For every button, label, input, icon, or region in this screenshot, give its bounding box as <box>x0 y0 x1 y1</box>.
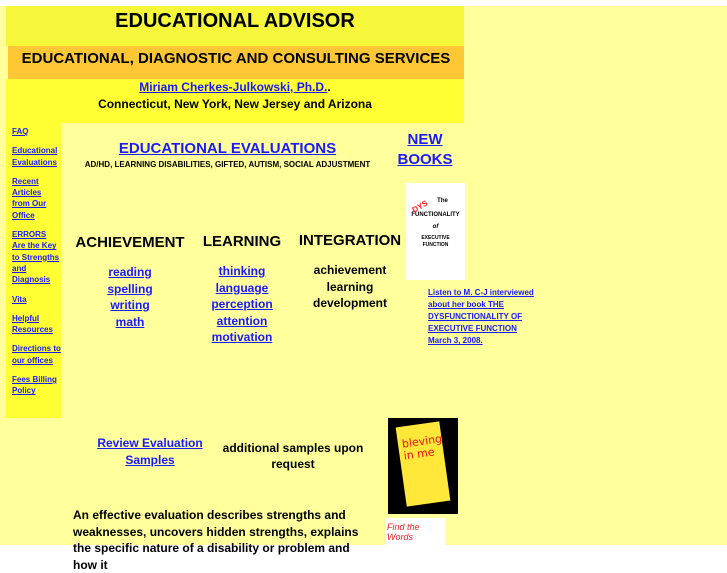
author-suffix: . <box>327 80 331 94</box>
link-math[interactable]: math <box>115 314 145 329</box>
listen-interview-link[interactable]: Listen to M. C-J interviewed about her book THE DYSFUNCTIONALITY OF EXECUTIVE FUNCTION March 3, 2008. <box>428 288 534 345</box>
link-perception[interactable]: perception <box>211 297 273 311</box>
sidebar-item-errors[interactable]: ERRORS Are the Key to Strengths and Diagnosis <box>12 230 60 285</box>
book-cover-find-the-words[interactable]: Find the Words <box>385 518 445 545</box>
section-title-link[interactable]: EDUCATIONAL EVALUATIONS <box>118 140 337 157</box>
review-samples-link[interactable]: Review Evaluation Samples <box>97 436 203 467</box>
author-link[interactable]: Miriam Cherkes-Julkowski, Ph.D. <box>139 80 328 94</box>
cover2-title: bleving in me <box>396 421 451 506</box>
link-motivation[interactable]: motivation <box>211 330 273 344</box>
item-development: development <box>312 296 387 310</box>
learning-links <box>192 263 292 346</box>
locations: Connecticut, New York, New Jersey and Arizona <box>98 97 372 111</box>
header-info <box>6 79 464 123</box>
cover-the: The <box>437 198 448 204</box>
sidebar-item-directions[interactable]: Directions to our offices <box>12 344 61 365</box>
book-cover-believing-in-me[interactable] <box>388 418 458 514</box>
achievement-links <box>70 264 190 330</box>
item-achievement: achievement <box>313 263 387 277</box>
cover-sub: EXECUTIVE FUNCTION <box>421 235 450 248</box>
integration-items <box>295 262 405 312</box>
sidebar-item-educational-evaluations[interactable]: Educational Evaluations <box>12 146 58 167</box>
site-subtitle: EDUCATIONAL, DIAGNOSTIC AND CONSULTING SERVICES <box>8 46 464 79</box>
link-language[interactable]: language <box>215 280 269 295</box>
link-spelling[interactable]: spelling <box>107 281 153 296</box>
cover-dys: DYS <box>410 198 430 215</box>
heading-achievement: ACHIEVEMENT <box>75 234 185 251</box>
cover-of: of <box>432 224 439 230</box>
heading-integration: INTEGRATION <box>298 232 402 249</box>
item-learning: learning <box>326 279 374 294</box>
sidebar-item-helpful-resources[interactable]: Helpful Resources <box>12 313 53 335</box>
sidebar-item-fees[interactable]: Fees Billing Policy <box>12 375 57 396</box>
heading-learning: LEARNING <box>202 233 282 250</box>
sidebar-item-vita[interactable]: Vita <box>12 294 27 304</box>
additional-samples-text: additional samples upon request <box>222 441 364 471</box>
cover-title: FUNCTIONALITY <box>411 212 460 218</box>
link-thinking[interactable]: thinking <box>218 264 266 278</box>
site-title: EDUCATIONAL ADVISOR <box>6 6 464 46</box>
evaluation-paragraph: An effective evaluation describes strengths and weaknesses, uncovers hidden strengths, explains the specific nature of a disability or problem and how it <box>73 508 359 572</box>
sidebar-item-faq[interactable]: FAQ <box>12 127 29 136</box>
new-books-link[interactable]: NEW BOOKS <box>397 131 453 168</box>
sidebar-item-recent-articles[interactable]: Recent Articles from Our Office <box>12 176 47 220</box>
section-subtitle: AD/HD, LEARNING DISABILITIES, GIFTED, AUTISM, SOCIAL ADJUSTMENT <box>84 160 371 169</box>
link-writing[interactable]: writing <box>110 298 150 312</box>
sidebar <box>6 122 61 418</box>
book-cover-dysfunctionality[interactable] <box>406 183 465 280</box>
link-attention[interactable]: attention <box>216 313 268 328</box>
link-reading[interactable]: reading <box>108 265 152 279</box>
